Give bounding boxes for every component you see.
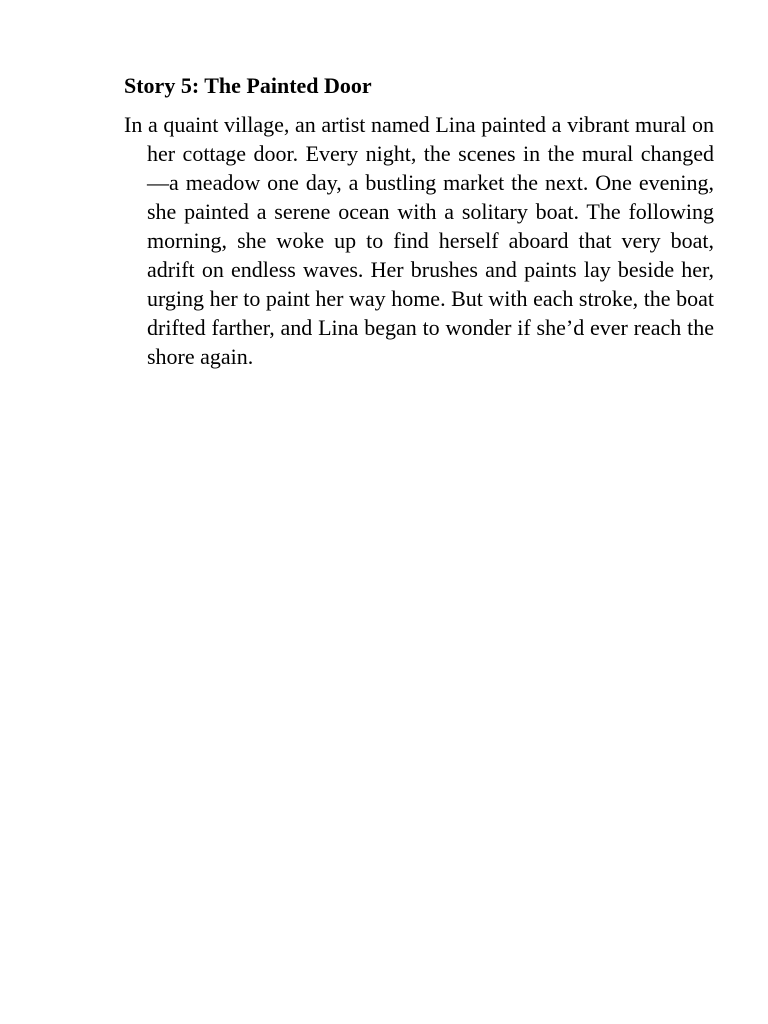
story-paragraph: In a quaint village, an artist named Lina painted a vibrant mural on her cottage door. Every night, the scenes in the mural changed—a meadow one day, a bustling market the next. One evening, she painted a serene ocean with a solitary boat. The following morning, she woke up to find herself aboard that very boat, adrift on endless waves. Her brushes and paints lay beside her, urging her to paint her way home. But with each stroke, the boat drifted farther, and Lina began to wonder if she’d ever reach the shore again. [124,112,714,369]
story-title: Story 5: The Painted Door [124,73,372,98]
story-section [124,70,714,371]
